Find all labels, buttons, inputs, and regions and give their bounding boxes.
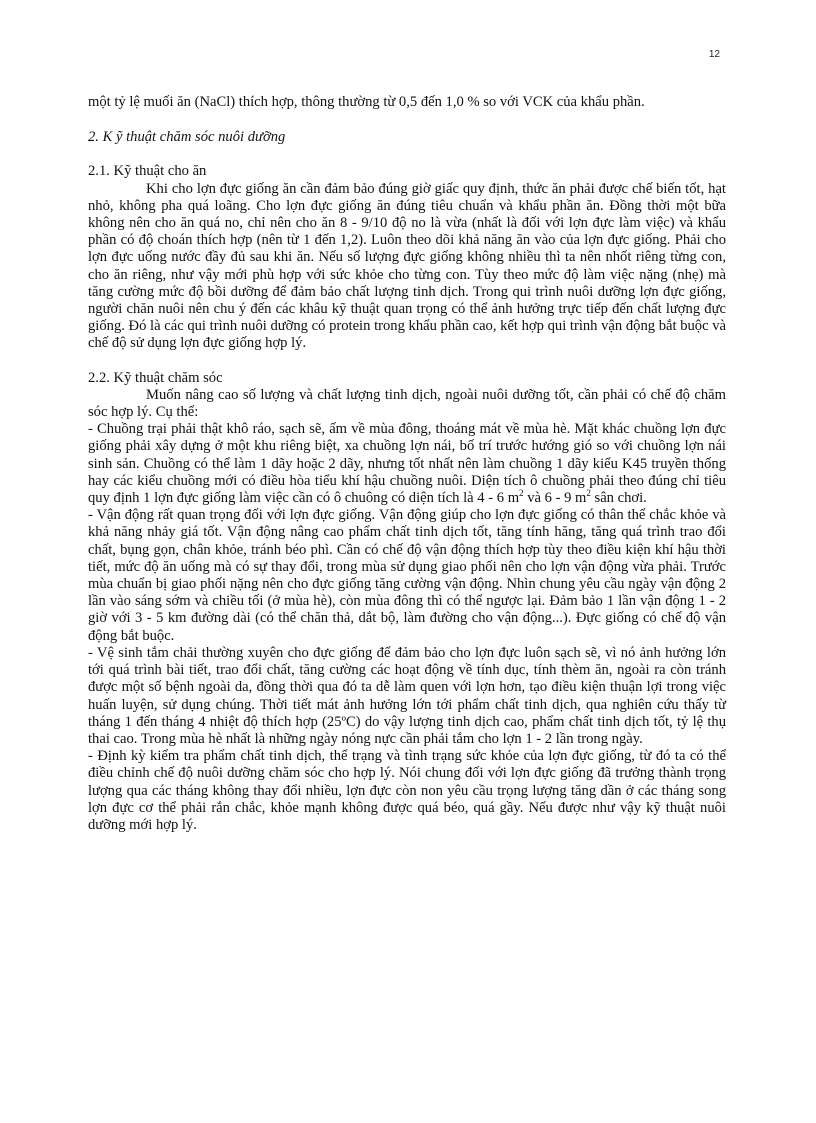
care-bullet-inspection: - Định kỳ kiểm tra phẩm chất tinh dịch, thể trạng và tình trạng sức khỏe của lợn đực giống, từ đó ta có thể điều chỉnh chế độ nuôi dưỡng chăm sóc cho hợp lý. Nói chung đối với lợn đực giống đã trưởng thành trọng lượng qua các tháng không thay đổi nhiều, lợn đực còn non yêu cầu trọng lượng tăng dần ở các tháng song lợn đực cơ thể phải rắn chắc, khỏe mạnh không được quá béo, quá gầy. Nếu được như vậy kỹ thuật nuôi dưỡng mới hợp lý. bbox=[88, 748, 726, 833]
housing-text-part1: - Chuồng trại phải thật khô ráo, sạch sẽ, ấm về mùa đông, thoáng mát về mùa hè. Mặt khác chuồng lợn đực giống phải xây dựng ở một khu riêng biệt, xa chuồng lợn nái, bố trí trước hướng gió so với chuồng lợn nái sinh sản. Chuồng có thể làm 1 dãy hoặc 2 dãy, nhưng tốt nhất nên làm chuồng 1 dãy kiểu K45 truyền thống hay các kiểu chuồng mới có điều hòa tiểu khí hậu chuồng nuôi. Diện tích ô chuồng phải theo đúng chỉ tiêu quy định 1 lợn đực giống làm việc cần có ô chuông có diện tích là 4 - 6 m bbox=[88, 421, 726, 507]
subsection-heading-feeding: 2.1. Kỹ thuật cho ăn bbox=[88, 163, 207, 180]
document-body bbox=[88, 94, 726, 834]
area-superscript-2: 2 bbox=[586, 488, 591, 499]
care-intro-paragraph: Muốn nâng cao số lượng và chất lượng tinh dịch, ngoài nuôi dưỡng tốt, cần phải có chế độ chăm sóc hợp lý. Cụ thể: bbox=[88, 386, 726, 421]
page-number: 12 bbox=[708, 49, 720, 60]
care-bullet-housing bbox=[88, 421, 726, 507]
subsection-heading-care: 2.2. Kỹ thuật chăm sóc bbox=[88, 369, 223, 386]
care-bullet-exercise: - Vận động rất quan trọng đối với lợn đực giống. Vận động giúp cho lợn đực giống có thân thể chắc khỏe và khả năng nhảy giá tốt. Vận động nâng cao phẩm chất tinh dịch tốt, tăng tính hăng, tăng quá trình trao đổi chất, bụng gọn, chân khỏe, tránh béo phì. Cần có chế độ vận động thích hợp tùy theo điều kiện khí hậu thời tiết, mức độ ăn uống mà có sự thay đổi, trong mùa sử dụng giao phối nên cho lợn vận động vừa phải. Trước mùa chuẩn bị giao phối nặng nên cho đực giống tăng cường vận động. Nhìn chung yêu cầu ngày vận động 2 lần vào sáng sớm và chiều tối (ở mùa hè), còn mùa đông thì có thể ngược lại. Đảm bảo 1 lần vận động 1 - 2 giờ với 3 - 5 km đường dài (có thể chăn thả, dắt bộ, làm đường cho vận động...). Đực giống có chế độ vận động bắt buộc. bbox=[88, 507, 726, 644]
intro-paragraph: một tỷ lệ muối ăn (NaCl) thích hợp, thông thường từ 0,5 đến 1,0 % so với VCK của khẩu phần. bbox=[88, 94, 645, 110]
area-superscript-1: 2 bbox=[519, 488, 524, 499]
feeding-paragraph: Khi cho lợn đực giống ăn cần đảm bảo đúng giờ giấc quy định, thức ăn phải được chế biến tốt, hạt nhỏ, không pha quá loãng. Cho lợn đực giống ăn đúng tiêu chuẩn và khẩu phần ăn. Đồng thời một bữa không nên cho ăn quá no, chỉ nên cho ăn 8 - 9/10 độ no là vừa (nhất là đối với lợn đực làm việc) và khẩu phần có độ choán thích hợp (nên từ 1 đến 1,2). Luôn theo dõi khả năng ăn vào của lợn đực giống. Phải cho lợn đực uống nước đầy đủ sau khi ăn. Nếu số lượng đực giống không nhiều thì ta nên nhốt riêng từng con, cho ăn riêng, như vậy mới phù hợp với sức khỏe cho từng con. Tùy theo mức độ làm việc nặng (nhẹ) mà tăng cường mức độ bồi dưỡng để đảm bảo chất lượng tinh dịch. Trong qui trình nuôi dưỡng lợn đực giống, người chăn nuôi nên chu ý đến các khâu kỹ thuật quan trọng có thể ảnh hưởng trực tiếp đến chất lượng đực giống. Đó là các qui trình nuôi dưỡng có protein trong khẩu phần cao, kết hợp qui trình vận động bắt buộc và chế độ sử dụng lợn đực giống hợp lý. bbox=[88, 180, 726, 352]
housing-text-part3: sân chơi. bbox=[590, 490, 647, 507]
care-bullet-hygiene: - Vệ sinh tắm chải thường xuyên cho đực giống để đảm bảo cho lợn đực luôn sạch sẽ, vì nó ảnh hưởng lớn tới quá trình bài tiết, trao đổi chất, tăng cường các hoạt động về tính dục, tính thèm ăn, ngoài ra còn tránh được một số bệnh ngoài da, đồng thời qua đó ta dễ làm quen với lợn hơn, tạo điều kiện thuận lợi trong việc huấn luyện, sử dụng chúng. Thời tiết mát ảnh hưởng lớn tới phẩm chất tinh dịch, qua nghiên cứu thấy từ tháng 1 đến tháng 4 nhiệt độ thích hợp (25ºC) do vậy lượng tinh dịch cao, phẩm chất tinh dịch tốt, tỷ lệ thụ thai cao. Trong mùa hè nhất là những ngày nóng nực cần phải tắm cho lợn 1 - 2 lần trong ngày. bbox=[88, 644, 726, 747]
housing-text-part2: và 6 - 9 m bbox=[523, 490, 587, 507]
section-heading: 2. K ỹ thuật chăm sóc nuôi dưỡng bbox=[88, 129, 286, 146]
